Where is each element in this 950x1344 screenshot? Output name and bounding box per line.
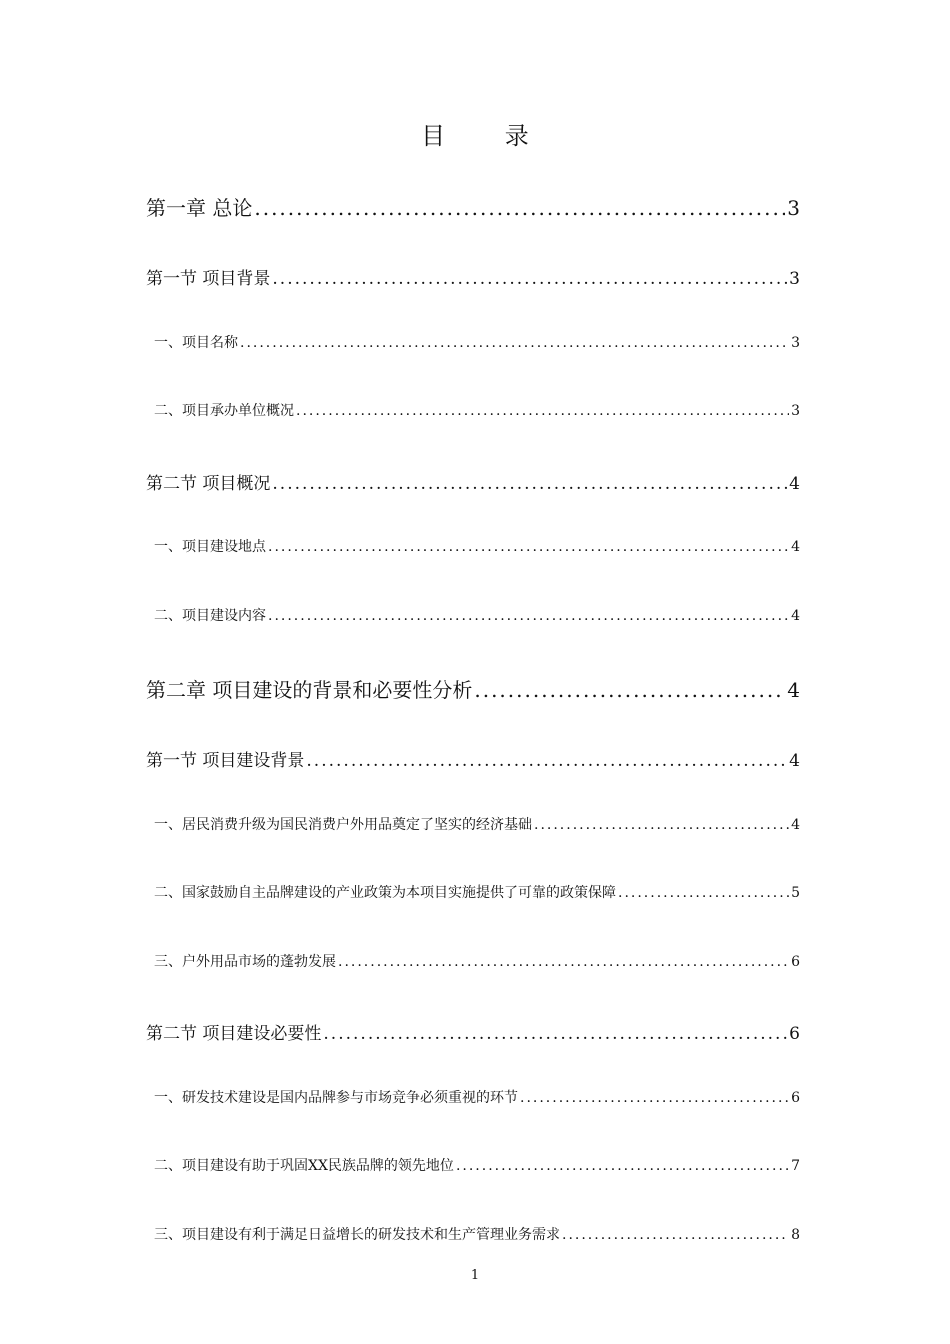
toc-entry-text: 二、项目建设有助于巩固XX民族品牌的领先地位 xyxy=(154,1158,454,1174)
toc-entry-section[interactable] xyxy=(146,1019,800,1044)
toc-entry-item[interactable] xyxy=(154,400,800,420)
toc-entry-page: 3 xyxy=(791,403,800,419)
dot-leader xyxy=(272,474,787,494)
dot-leader xyxy=(520,1090,789,1106)
toc-entry-item[interactable] xyxy=(154,536,800,556)
dot-leader xyxy=(323,1024,787,1044)
toc-entry-text: 一、研发技术建设是国内品牌参与市场竞争必须重视的环节 xyxy=(154,1090,518,1106)
toc-entry-text: 第二节 项目概况 xyxy=(146,474,271,494)
toc-entry-text: 三、户外用品市场的蓬勃发展 xyxy=(154,954,336,970)
toc-entry-page: 3 xyxy=(791,335,800,351)
toc-entry-item[interactable] xyxy=(154,1087,800,1107)
toc-title: 目 录 xyxy=(421,122,555,150)
toc-entry-text: 第一章 总论 xyxy=(146,196,253,220)
dot-leader xyxy=(618,885,789,901)
toc-entry-page: 4 xyxy=(787,678,800,702)
toc-entry-page: 6 xyxy=(791,954,800,970)
toc-entry-page: 4 xyxy=(789,751,800,771)
toc-entry-section[interactable] xyxy=(146,746,800,771)
toc-entry-text: 第一节 项目背景 xyxy=(146,269,271,289)
toc-entry-page: 5 xyxy=(791,885,800,901)
toc-entry-text: 二、国家鼓励自主品牌建设的产业政策为本项目实施提供了可靠的政策保障 xyxy=(154,885,616,901)
toc-entry-text: 一、居民消费升级为国民消费户外用品奠定了坚实的经济基础 xyxy=(154,817,532,833)
toc-entry-item[interactable] xyxy=(154,605,800,625)
dot-leader xyxy=(338,954,789,970)
toc-entry-text: 一、项目建设地点 xyxy=(154,539,266,555)
toc-entry-page: 6 xyxy=(789,1024,800,1044)
dot-leader xyxy=(272,269,787,289)
toc-entry-chapter[interactable] xyxy=(146,192,800,221)
toc-entry-text: 一、项目名称 xyxy=(154,335,238,351)
dot-leader xyxy=(474,678,785,702)
toc-entry-page: 3 xyxy=(789,269,800,289)
dot-leader xyxy=(562,1227,789,1243)
dot-leader xyxy=(240,335,789,351)
toc-entry-text: 二、项目建设内容 xyxy=(154,608,266,624)
dot-leader xyxy=(456,1158,789,1174)
toc-entry-text: 第二节 项目建设必要性 xyxy=(146,1024,322,1044)
dot-leader xyxy=(296,403,789,419)
toc-entry-section[interactable] xyxy=(146,264,800,289)
toc-entry-page: 8 xyxy=(791,1227,800,1243)
toc-entry-item[interactable] xyxy=(154,1224,800,1244)
page-number: 1 xyxy=(470,1268,480,1283)
toc-entry-page: 4 xyxy=(791,608,800,624)
toc-entry-item[interactable] xyxy=(154,1155,800,1175)
toc-entry-page: 4 xyxy=(789,474,800,494)
dot-leader xyxy=(254,196,785,220)
toc-entry-text: 三、项目建设有利于满足日益增长的研发技术和生产管理业务需求 xyxy=(154,1227,560,1243)
toc-entry-page: 6 xyxy=(791,1090,800,1106)
toc-entry-text: 第一节 项目建设背景 xyxy=(146,751,305,771)
toc-entry-section[interactable] xyxy=(146,469,800,494)
dot-leader xyxy=(534,817,789,833)
toc-entry-chapter[interactable] xyxy=(146,674,800,703)
toc-entry-item[interactable] xyxy=(154,951,800,971)
toc-entry-text: 二、项目承办单位概况 xyxy=(154,403,294,419)
toc-entry-page: 4 xyxy=(791,539,800,555)
toc-entry-page: 3 xyxy=(787,196,800,220)
toc-entry-item[interactable] xyxy=(154,814,800,834)
dot-leader xyxy=(268,608,789,624)
toc-entry-text: 第二章 项目建设的背景和必要性分析 xyxy=(146,678,473,702)
toc-entry-item[interactable] xyxy=(154,882,800,902)
toc-entry-item[interactable] xyxy=(154,332,800,352)
dot-leader xyxy=(306,751,787,771)
toc-entry-page: 4 xyxy=(791,817,800,833)
dot-leader xyxy=(268,539,789,555)
toc-entry-page: 7 xyxy=(791,1158,800,1174)
